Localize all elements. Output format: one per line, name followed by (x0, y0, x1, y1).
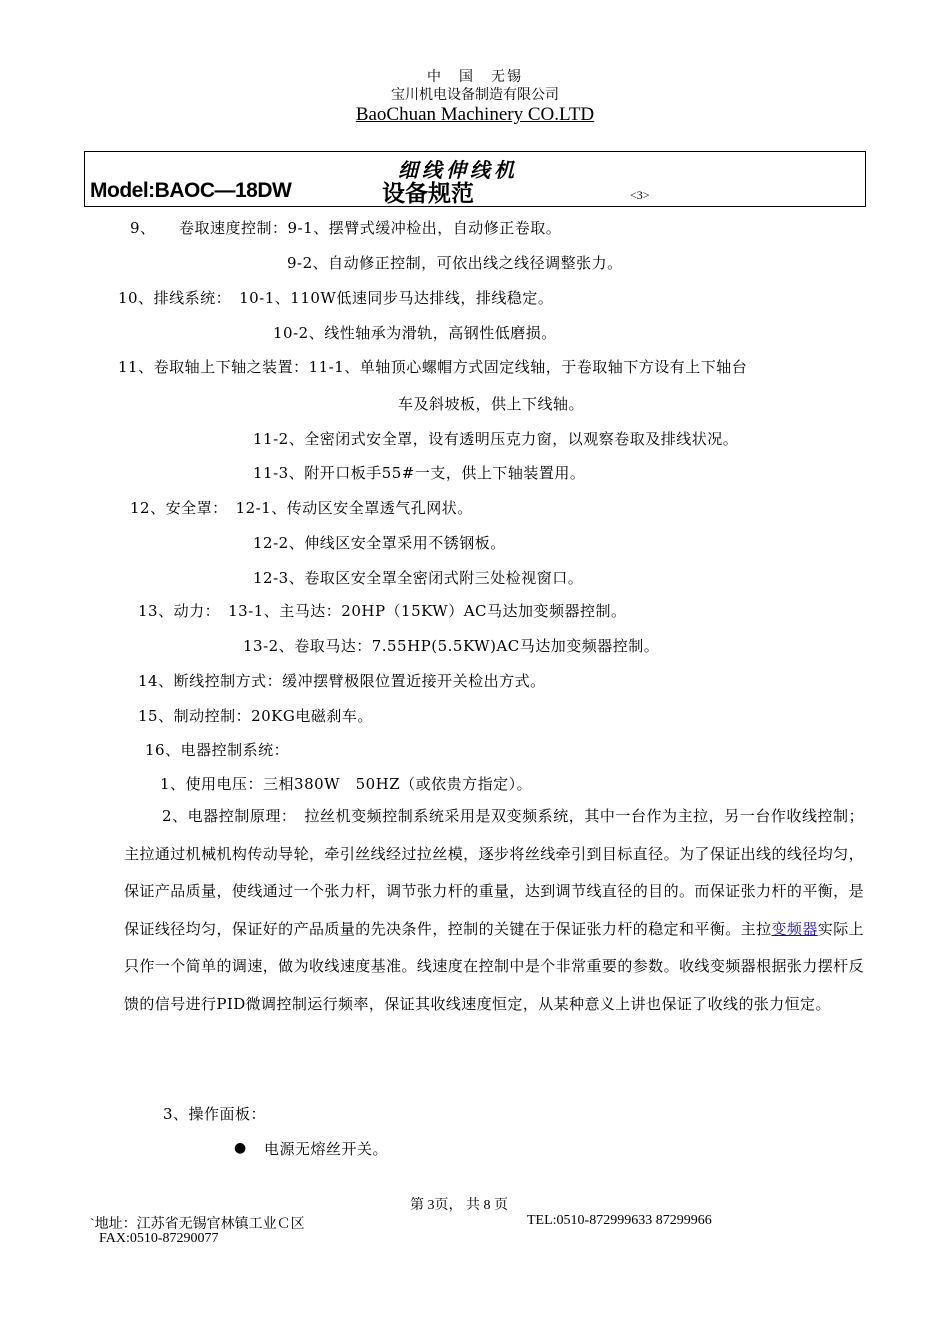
header-company-en: BaoChuan Machinery CO.LTD (355, 104, 595, 125)
inverter-link[interactable]: 变频器 (771, 919, 818, 938)
footer-page-info: 第 3页， 共 8 页 (410, 1198, 508, 1213)
spec-line: 12、安全罩： 12-1、传动区安全罩透气孔网状。 (130, 499, 473, 517)
spec-line: 车及斜坡板，供上下线轴。 (398, 395, 585, 413)
product-name: 细线伸线机 (398, 158, 518, 182)
spec-line: 14、断线控制方式：缓冲摆臂极限位置近接开关检出方式。 (138, 672, 546, 690)
spec-line: 12-3、卷取区安全罩全密闭式附三处检视窗口。 (253, 569, 584, 587)
spec-line: 15、制动控制：20KG电磁刹车。 (138, 707, 373, 725)
control-principle-paragraph (124, 798, 864, 1023)
spec-line: 13、动力： 13-1、主马达：20HP（15KW）AC马达加变频器控制。 (138, 602, 627, 620)
spec-line: 9、 卷取速度控制：9-1、摆臂式缓冲检出，自动修正卷取。 (130, 219, 562, 237)
spec-line: 1、使用电压：三相380W 50HZ（或依贵方指定）。 (160, 775, 533, 793)
bullet-item: 电源无熔丝开关。 (264, 1140, 389, 1158)
spec-line: 10-2、线性轴承为滑轨，高钢性低磨损。 (273, 324, 557, 342)
paragraph-text-part1: 2、电器控制原理： 拉丝机变频控制系统采用是双变频系统，其中一台作为主拉，另一台作收线控制；主拉通过机械机构传动导轮，牵引丝线经过拉丝模，逐步将丝线牵引到目标直径。为了保证出线的线径均匀，保证产品质量，使线通过一个张力杆，调节张力杆的重量，达到调节线直径的目的。而保证张力杆的平衡，是保证线径均匀，保证好的产品质量的先决条件，控制的关键在于保证张力杆的稳定和平衡。主拉 (124, 807, 864, 938)
footer-address: `地址：江苏省无锡官林镇工业Ｃ区 (90, 1217, 305, 1232)
footer-fax: FAX:0510-87290077 (99, 1231, 219, 1246)
page-marker: <3> (630, 188, 650, 202)
spec-title: 设备规范 (382, 180, 474, 207)
spec-line: 11-3、附开口板手55#一支，供上下轴装置用。 (253, 464, 586, 482)
header-company-cn: 宝川机电设备制造有限公司 (391, 87, 559, 103)
model-number: Model:BAOC—18DW (90, 179, 292, 202)
spec-line: 11、卷取轴上下轴之装置：11-1、单轴顶心螺帽方式固定线轴，于卷取轴下方设有上下轴台 (118, 358, 748, 376)
header-country: 中 国 无锡 (427, 69, 523, 85)
spec-line: 9-2、自动修正控制，可依出线之线径调整张力。 (287, 254, 623, 272)
spec-line: 13-2、卷取马达：7.55HP(5.5KW)AC马达加变频器控制。 (243, 637, 660, 655)
panel-heading: 3、操作面板： (163, 1105, 267, 1123)
paragraph-text-part2: 实际上只作一个简单的调速，做为收线速度基准。线速度在控制中是个非常重要的参数。收线变频器根据张力摆杆反馈的信号进行PID微调控制运行频率，保证其收线速度恒定，从某种意义上讲也保证了收线的张力恒定。 (124, 919, 865, 1013)
spec-line: 16、电器控制系统： (145, 741, 290, 759)
bullet-icon: ● (234, 1140, 247, 1156)
spec-line: 11-2、全密闭式安全罩，设有透明压克力窗，以观察卷取及排线状况。 (253, 430, 739, 448)
spec-line: 10、排线系统： 10-1、110W低速同步马达排线，排线稳定。 (118, 289, 554, 307)
footer-tel: TEL:0510-872999633 87299966 (527, 1213, 712, 1228)
spec-line: 12-2、伸线区安全罩采用不锈钢板。 (253, 534, 506, 552)
